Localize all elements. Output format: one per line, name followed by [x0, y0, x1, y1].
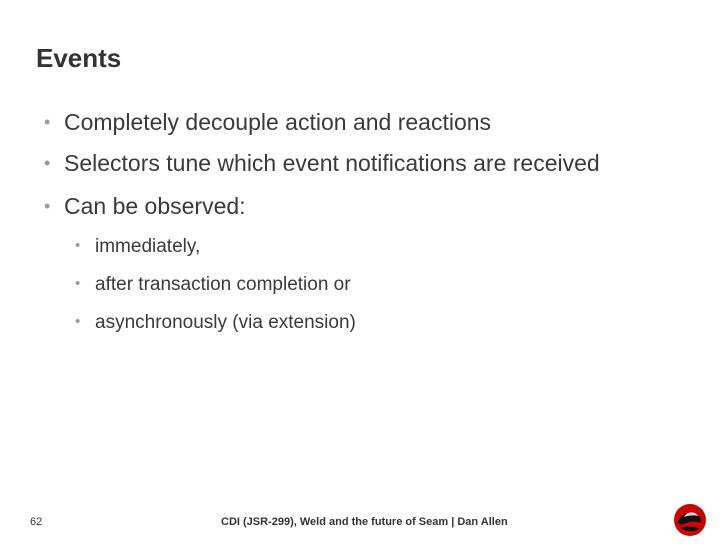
page-number: 62 — [30, 516, 43, 528]
redhat-shadowman-logo-icon — [670, 502, 710, 538]
footer-text: CDI (JSR-299), Weld and the future of Seam | Dan Allen — [221, 516, 508, 528]
bullet-icon: • — [44, 112, 51, 132]
bullet-text: Selectors tune which event notifications are received — [64, 150, 600, 176]
sub-bullet-text: immediately, — [95, 236, 201, 257]
slide-title: Events — [36, 43, 122, 73]
sub-bullet-item — [75, 271, 351, 298]
bullet-item — [44, 148, 600, 178]
sub-bullet-item — [75, 309, 356, 336]
sub-bullet-icon: • — [75, 237, 81, 254]
bullet-text: Can be observed: — [64, 193, 246, 219]
bullet-item — [44, 107, 491, 137]
sub-bullet-icon: • — [75, 313, 81, 330]
bullet-icon: • — [44, 153, 51, 173]
bullet-text: Completely decouple action and reactions — [64, 109, 492, 135]
bullet-item — [44, 191, 246, 221]
bullet-icon: • — [44, 196, 51, 216]
sub-bullet-icon: • — [75, 275, 81, 292]
sub-bullet-item — [75, 233, 200, 260]
sub-bullet-text: after transaction completion or — [95, 274, 351, 295]
sub-bullet-text: asynchronously (via extension) — [95, 312, 356, 333]
